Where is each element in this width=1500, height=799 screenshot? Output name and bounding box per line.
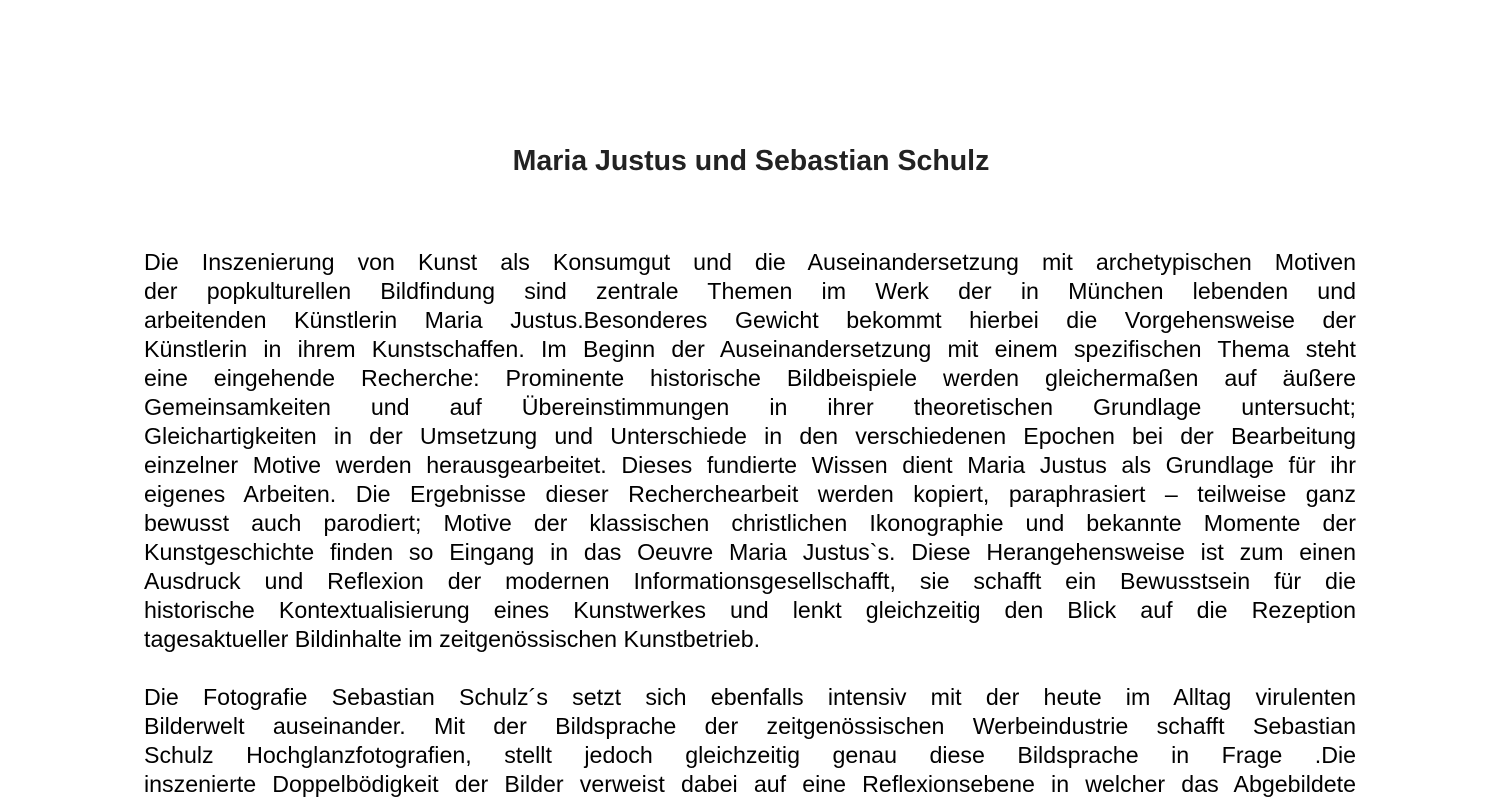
text-line: eigenes Arbeiten. Die Ergebnisse dieser Recherchearbeit werden kopiert, paraphrasiert – teilweise ganz (144, 481, 1356, 507)
text-line: Die Fotografie Sebastian Schulz´s setzt sich ebenfalls intensiv mit der heute im Alltag virulenten (144, 684, 1356, 710)
text-line: Bilderwelt auseinander. Mit der Bildsprache der zeitgenössischen Werbeindustrie schafft Sebastian (144, 713, 1356, 739)
paragraph-maria-justus (144, 248, 1356, 654)
text-line: Künstlerin in ihrem Kunstschaffen. Im Beginn der Auseinandersetzung mit einem spezifischen Thema steht (144, 336, 1356, 362)
text-line: Ausdruck und Reflexion der modernen Informationsgesellschafft, sie schafft ein Bewusstsein für die (144, 568, 1356, 594)
text-line: arbeitenden Künstlerin Maria Justus.Besonderes Gewicht bekommt hierbei die Vorgehensweise der (144, 307, 1356, 333)
text-line: tagesaktueller Bildinhalte im zeitgenössischen Kunstbetrieb. (144, 626, 761, 652)
text-line: der popkulturellen Bildfindung sind zentrale Themen im Werk der in München lebenden und (144, 278, 1356, 304)
text-line: Die Inszenierung von Kunst als Konsumgut und die Auseinandersetzung mit archetypischen Motiven (144, 249, 1356, 275)
text-line: Gemeinsamkeiten und auf Übereinstimmungen in ihrer theoretischen Grundlage untersucht; (144, 394, 1356, 420)
text-line: eine eingehende Recherche: Prominente historische Bildbeispiele werden gleichermaßen auf äußere (144, 365, 1356, 391)
text-line: Gleichartigkeiten in der Umsetzung und Unterschiede in den verschiedenen Epochen bei der Bearbeitung (144, 423, 1356, 449)
text-line: Kunstgeschichte finden so Eingang in das Oeuvre Maria Justus`s. Diese Herangehensweise ist zum einen (144, 539, 1356, 565)
text-line: einzelner Motive werden herausgearbeitet. Dieses fundierte Wissen dient Maria Justus als Grundlage für ihr (144, 452, 1356, 478)
document-title: Maria Justus und Sebastian Schulz (512, 145, 990, 177)
text-line: inszenierte Doppelbödigkeit der Bilder verweist dabei auf eine Reflexionsebene in welcher das Abgebildete (144, 771, 1356, 797)
paragraph-sebastian-schulz (144, 683, 1356, 799)
text-line: bewusst auch parodiert; Motive der klassischen christlichen Ikonographie und bekannte Momente der (144, 510, 1356, 536)
text-line: historische Kontextualisierung eines Kunstwerkes und lenkt gleichzeitig den Blick auf die Rezeption (144, 597, 1356, 623)
text-line: Schulz Hochglanzfotografien, stellt jedoch gleichzeitig genau diese Bildsprache in Frage .Die (144, 742, 1356, 768)
